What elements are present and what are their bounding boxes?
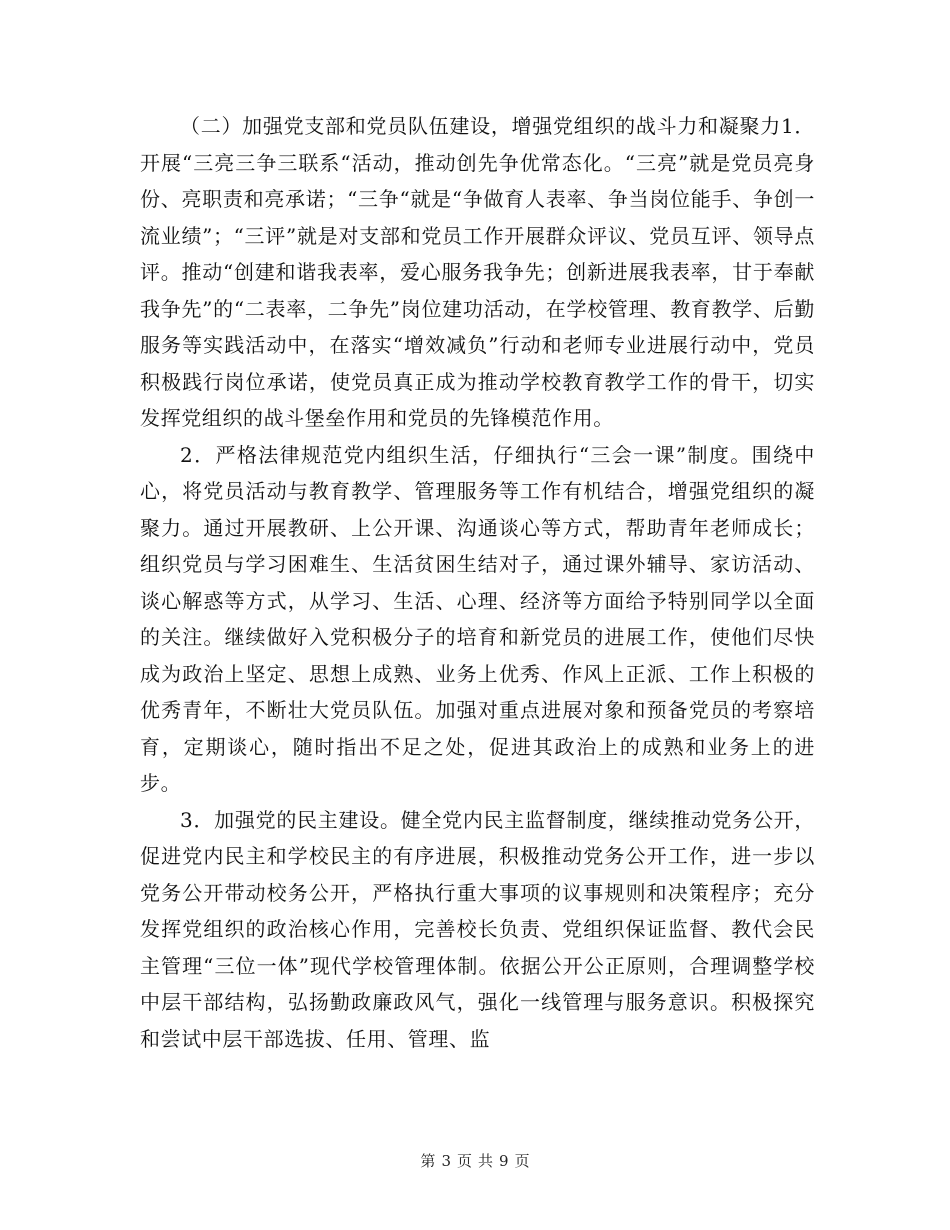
footer-total-word: 共 — [478, 1152, 494, 1170]
paragraph-item-3: 3．加强党的民主建设。健全党内民主监督制度，继续推动党务公开，促进党内民主和学校民主的有序进展，积极推动党务公开工作，进一步以党务公开带动校务公开，严格执行重大事项的议事规则和决策程序；充分发挥党组织的政治核心作用，完善校长负责、党组织保证监督、教代会民主管理“三位一体”现代学校管理体制。依据公开公正原则，合理调整学校中层干部结构，弘扬勤政廉政风气，强化一线管理与服务意识。积极探究和尝试中层干部选拔、任用、管理、监 — [140, 807, 815, 1051]
footer-page-word: 页 — [456, 1152, 472, 1170]
paragraph-section-2-item-1: （二）加强党支部和党员队伍建设，增强党组织的战斗力和凝聚力1．开展“三亮三争三联系“活动，推动创先争优常态化。“三亮”就是党员亮身份、亮职责和亮承诺；“三争“就是“争做育人表率、争当岗位能手、争创一流业绩”；“三评”就是对支部和党员工作开展群众评议、党员互评、领导点评。推动“创建和谐我表率，爱心服务我争先；创新进展我表率，甘于奉献我争先”的“二表率，二争先”岗位建功活动，在学校管理、教育教学、后勤服务等实践活动中，在落实“增效减负”行动和老师专业进展行动中，党员积极践行岗位承诺，使党员真正成为推动学校教育教学工作的骨干，切实发挥党组织的战斗堡垒作用和党员的先锋模范作用。 — [140, 114, 815, 430]
current-page-number: 3 — [441, 1152, 451, 1170]
footer-prefix: 第 — [420, 1152, 436, 1170]
page-footer — [0, 1150, 950, 1171]
paragraph-item-2: 2．严格法律规范党内组织生活，仔细执行“三会一课”制度。围绕中心，将党员活动与教育教学、管理服务等工作有机结合，增强党组织的凝聚力。通过开展教研、上公开课、沟通谈心等方式，帮助青年老师成长；组织党员与学习困难生、生活贫困生结对子，通过课外辅导、家访活动、谈心解惑等方式，从学习、生活、心理、经济等方面给予特别同学以全面的关注。继续做好入党积极分子的培育和新党员的进展工作，使他们尽快成为政治上坚定、思想上成熟、业务上优秀、作风上正派、工作上积极的优秀青年，不断壮大党员队伍。加强对重点进展对象和预备党员的考察培育，定期谈心，随时指出不足之处，促进其政治上的成熟和业务上的进步。 — [140, 442, 815, 795]
total-pages-number: 9 — [499, 1152, 509, 1170]
footer-suffix: 页 — [514, 1152, 530, 1170]
document-body — [140, 108, 815, 1057]
